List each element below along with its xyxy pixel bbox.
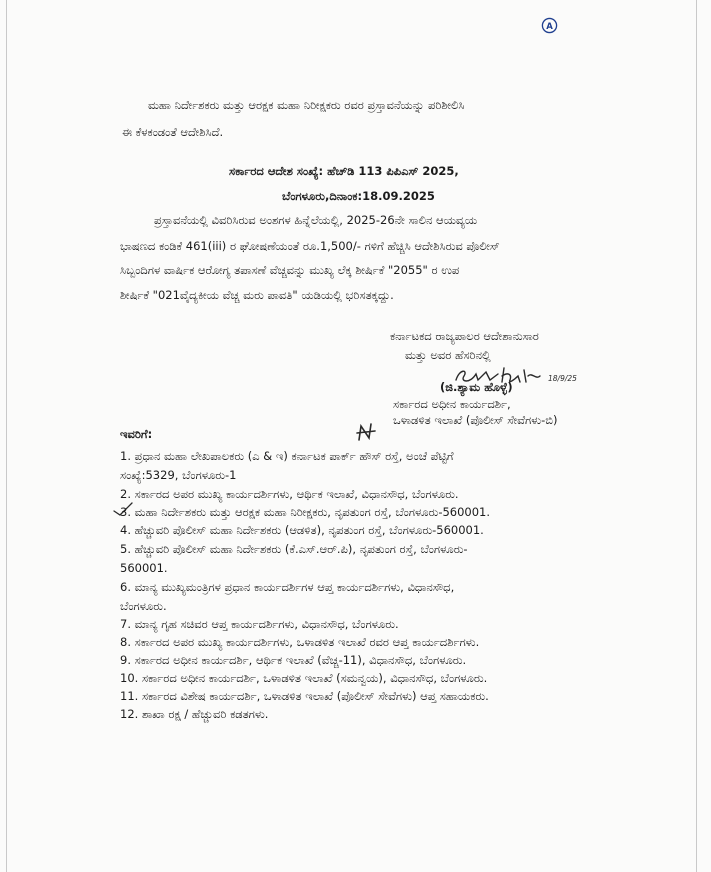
authority-line-2: ಮತ್ತು ಅವರ ಹೆಸರಿನಲ್ಲಿ [405,348,491,362]
recipient-11: 11. ಸರ್ಕಾರದ ವಿಶೇಷ ಕಾರ್ಯದರ್ಶಿ, ಒಳಾಡಳಿತ ಇಲಾಖೆ (ಪೊಲೀಸ್ ಸೇವೆಗಳು) ಆಪ್ತ ಸಹಾಯಕರು. [120,689,489,703]
body-line-2: ಭಾಷಣದ ಕಂಡಿಕೆ 461(iii) ರ ಘೋಷಣೆಯಂತೆ ರೂ.1,500/- ಗಳಿಗೆ ಹೆಚ್ಚಿಸಿ ಆದೇಶಿಸಿರುವ ಪೊಲೀಸ್ [120,239,500,253]
recipient-8: 8. ಸರ್ಕಾರದ ಅಪರ ಮುಖ್ಯ ಕಾರ್ಯದರ್ಶಿಗಳು, ಒಳಾಡಳಿತ ಇಲಾಖೆ ರವರ ಆಪ್ತ ಕಾರ್ಯದರ್ಶಿಗಳು. [120,635,480,649]
recipient-2: 2. ಸರ್ಕಾರದ ಅಪರ ಮುಖ್ಯ ಕಾರ್ಯದರ್ಶಿಗಳು, ಆರ್ಥಿಕ ಇಲಾಖೆ, ವಿಧಾನಸೌಧ, ಬೆಂಗಳೂರು. [120,487,459,501]
svg-text:18/9/25: 18/9/25 [548,374,577,383]
recipients-label: ಇವರಿಗೆ: [120,427,153,441]
recipient-6-line-1: 6. ಮಾನ್ಯ ಮುಖ್ಯಮಂತ್ರಿಗಳ ಪ್ರಧಾನ ಕಾರ್ಯದರ್ಶಿಗಳ ಆಪ್ತ ಕಾರ್ಯದರ್ಶಿಗಳು, ವಿಧಾನಸೌಧ, [120,580,455,594]
body-line-3: ಸಿಬ್ಬಂದಿಗಳ ವಾರ್ಷಿಕ ಆರೋಗ್ಯ ತಪಾಸಣೆ ವೆಚ್ಚವನ್ನು ಮುಖ್ಯ ಲೆಕ್ಕ ಶೀರ್ಷಿಕೆ "2055" ರ ಉಪ [120,263,460,277]
right-page-edge [696,0,697,872]
circled-a-ink-mark [541,17,558,34]
handwritten-initial [355,420,379,444]
recipient-1-line-1: 1. ಪ್ರಧಾನ ಮಹಾ ಲೇಖಪಾಲಕರು (ಎ & ಇ) ಕರ್ನಾಟಕ ಪಾರ್ಕ್ ಹೌಸ್ ರಸ್ತೆ, ಅಂಚೆ ಪೆಟ್ಟಿಗೆ [120,449,454,463]
corner-mark-letter: A [546,21,553,32]
recipient-9: 9. ಸರ್ಕಾರದ ಅಧೀನ ಕಾರ್ಯದರ್ಶಿ, ಆರ್ಥಿಕ ಇಲಾಖೆ (ವೆಚ್ಚ-11), ವಿಧಾನಸೌಧ, ಬೆಂಗಳೂರು. [120,653,467,667]
designation-line-2: ಒಳಾಡಳಿತ ಇಲಾಖೆ (ಪೊಲೀಸ್ ಸೇವೆಗಳು-ಬಿ) [393,413,558,427]
body-line-1: ಪ್ರಸ್ತಾವನೆಯಲ್ಲಿ ವಿವರಿಸಿರುವ ಅಂಶಗಳ ಹಿನ್ನೆಲೆಯಲ್ಲಿ, 2025-26ನೇ ಸಾಲಿನ ಆಯವ್ಯಯ [154,213,478,227]
body-line-4: ಶೀರ್ಷಿಕೆ "021ವೈದ್ಯಕೀಯ ವೆಚ್ಚ ಮರು ಪಾವತಿ" ಯಡಿಯಲ್ಲಿ ಭರಿಸತಕ್ಕದ್ದು. [120,288,394,302]
recipient-12: 12. ಶಾಖಾ ರಕ್ಷ / ಹೆಚ್ಚುವರಿ ಕಡತಗಳು. [120,707,269,721]
designation-line-1: ಸರ್ಕಾರದ ಅಧೀನ ಕಾರ್ಯದರ್ಶಿ, [393,397,511,411]
recipient-5-line-1: 5. ಹೆಚ್ಚುವರಿ ಪೊಲೀಸ್ ಮಹಾ ನಿರ್ದೇಶಕರು (ಕೆ.ಎಸ್.ಆರ್.ಪಿ), ನೃಪತುಂಗ ರಸ್ತೆ, ಬೆಂಗಳೂರು- [120,542,468,556]
recipient-5-line-2: 560001. [120,561,168,575]
order-date: ಬೆಂಗಳೂರು,ದಿನಾಂಕ:18.09.2025 [282,189,435,203]
recipient-7: 7. ಮಾನ್ಯ ಗೃಹ ಸಚಿವರ ಆಪ್ತ ಕಾರ್ಯದರ್ಶಿಗಳು, ವಿಧಾನಸೌಧ, ಬೆಂಗಳೂರು. [120,617,399,631]
order-number: ಸರ್ಕಾರದ ಆದೇಶ ಸಂಖ್ಯೆ: ಹೆಚ್‌ಡಿ 113 ಪಿಪಿಎಸ್ 2025, [229,164,459,178]
recipient-10: 10. ಸರ್ಕಾರದ ಅಧೀನ ಕಾರ್ಯದರ್ಶಿ, ಒಳಾಡಳಿತ ಇಲಾಖೆ (ಸಮನ್ವಯ), ವಿಧಾನಸೌಧ, ಬೆಂಗಳೂರು. [120,671,488,685]
signatory-name: (ಜಿ.ಶ್ಯಾಮ ಹೊಳ್ಳೆ) [440,380,513,394]
intro-line-2: ಈ ಕೆಳಕಂಡಂತೆ ಆದೇಶಿಸಿದೆ. [122,125,224,139]
authority-line-1: ಕರ್ನಾಟಕದ ರಾಜ್ಯಪಾಲರ ಆದೇಶಾನುಸಾರ [390,329,539,343]
left-page-edge [6,0,7,872]
recipient-1-line-2: ಸಂಖ್ಯೆ:5329, ಬೆಂಗಳೂರು-1 [120,468,237,482]
recipient-3: 3. ಮಹಾ ನಿರ್ದೇಶಕರು ಮತ್ತು ಆರಕ್ಷಕ ಮಹಾ ನಿರೀಕ್ಷಕರು, ನೃಪತುಂಗ ರಸ್ತೆ, ಬೆಂಗಳೂರು-560001. [120,505,491,519]
recipient-6-line-2: ಬೆಂಗಳೂರು. [120,599,167,613]
intro-line-1: ಮಹಾ ನಿರ್ದೇಶಕರು ಮತ್ತು ಆರಕ್ಷಕ ಮಹಾ ನಿರೀಕ್ಷಕರು ರವರ ಪ್ರಸ್ತಾವನೆಯನ್ನು ಪರಿಶೀಲಿಸಿ [148,98,465,112]
recipient-4: 4. ಹೆಚ್ಚುವರಿ ಪೊಲೀಸ್ ಮಹಾ ನಿರ್ದೇಶಕರು (ಆಡಳಿತ), ನೃಪತುಂಗ ರಸ್ತೆ, ಬೆಂಗಳೂರು-560001. [120,523,484,537]
